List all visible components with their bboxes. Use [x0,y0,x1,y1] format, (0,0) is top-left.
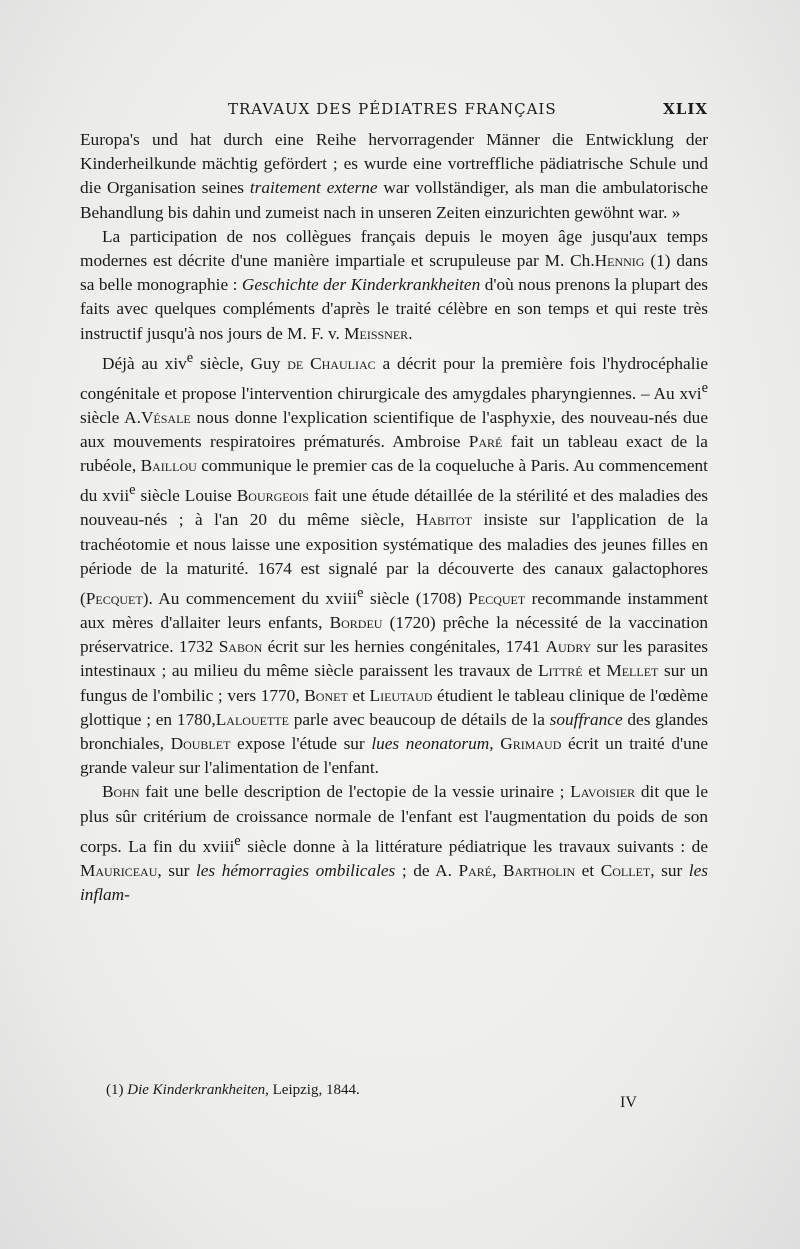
superscript: e [186,349,194,366]
text-run: . [408,323,413,343]
text-run: war vollständiger, als man die ambulatorische Behandlung bis dahin und zumeist nach in unseren Zeiten einzurichten gewöhnt war. » [80,178,708,222]
author-name: Littré [538,661,583,681]
author-name: Doublet [170,733,231,753]
text-run: des glandes bronchiales, [80,709,708,753]
author-name: Lieutaud [369,685,433,705]
author-name: Paré [468,431,503,451]
author-name: Bonet [304,685,348,705]
superscript: e [234,832,241,849]
author-name: Lalouette [215,709,289,729]
text-run: écrit sur les hernies congénitales, 1741 [262,637,546,657]
author-name: Bordeu [329,612,383,632]
author-name: Meissner [344,323,409,343]
text-run: nous donne l'explication scientifique de l'asphyxie, des nouveau-nés due aux mouvements respiratoires prématurés. Ambroise [80,407,708,451]
text-run: insiste sur l'application de la trachéotomie et nous laisse une exposition systématique des maladies des jeunes filles en période de la maturité. 1674 est signalé par la découverte des canaux galactophores ( [80,510,708,608]
text-run: Déjà au xiv [102,353,187,373]
paragraph [80,225,708,346]
italic-text: lues neonatorum, [371,733,494,753]
footnote [106,1082,506,1099]
text-run: fait une belle description de l'ectopie de la vessie urinaire ; [139,782,571,802]
paragraph [80,128,708,225]
text-run: siècle Louise [135,486,237,506]
text-run: ). Au commencement du xviii [142,588,358,608]
text-run: siècle A. [80,407,141,427]
text-run: communique le premier cas de la coqueluche à Paris. Au commencement du xvii [80,456,708,506]
text-run: ; de A. [395,860,459,880]
superscript: e [129,482,136,499]
paragraph [80,780,708,907]
text-run: Europa's und hat durch eine Reihe hervorragender Männer die Entwicklung der Kinderheilkunde mächtig gefördert ; es wurde eine vortreffliche pädiatrische Schule und die Organisation seines [80,130,708,198]
footnote-rest: , Leipzig, 1844. [265,1082,360,1098]
running-header [80,100,708,124]
author-name: Habitot [415,510,473,530]
text-run: , [492,860,503,880]
text-run: La participation de nos collègues français depuis le moyen âge jusqu'aux temps modernes est décrite d'une manière impartiale et scrupuleuse par M. Ch. [80,226,708,271]
body-text [80,128,708,907]
italic-text: les hémorragies ombilicales [195,860,396,880]
author-name: Vésale [140,407,191,427]
author-name: Bohn [102,782,140,802]
text-run: étudient le tableau clinique de l'œdème glottique ; en 1780, [80,685,708,729]
text-run: siècle, Guy [193,353,288,373]
author-name: Pecquet [468,588,526,608]
text-run: a décrit pour la première fois l'hydrocéphalie congénitale et propose l'intervention chirurgicale des amygdales pharyngiennes. – Au xvi [80,353,708,403]
author-name: Bourgeois [236,486,309,506]
author-name: Grimaud [500,733,562,753]
author-name: Mellet [606,661,659,681]
italic-text: traitement externe [249,178,378,198]
author-name: Bartholin [502,860,576,880]
page-number: XLIX [663,100,708,118]
author-name: Lavoisier [570,782,636,802]
text-run: (1) dans sa belle monographie : [80,251,709,295]
paragraph [80,346,708,781]
superscript: e [701,379,708,396]
author-name: Collet [600,860,651,880]
author-name: Paré [458,860,493,880]
text-run: fait une étude détaillée de la stérilité et des maladies des nouveau-nés ; à l'an 20 du même siècle, [80,486,708,530]
text-run: et [347,685,370,705]
signature-mark: IV [620,1094,637,1111]
text-run: parle avec beaucoup de détails de la [288,709,550,729]
text-run: et [582,661,607,681]
text-run: sur un fungus de l'ombilic ; vers 1770, [80,661,708,705]
text-run: , sur [157,860,196,880]
italic-text: les inflam- [80,860,708,904]
text-run: recommande instamment aux mères d'allaiter leurs enfants, [80,588,708,632]
text-run: (1720) prêche la nécessité de la vaccination préservatrice. 1732 [80,612,709,657]
author-name: Mauriceau [80,860,158,880]
running-title: TRAVAUX DES PÉDIATRES FRANÇAIS [228,100,557,118]
text-run: d'où nous prenons la plupart des faits avec quelques compléments d'après le traité célèbre en son temps et qui reste très instructif jusqu'à nos jours de M. F. v. [80,275,708,343]
text-run: dit que le plus sûr critérium de croissance normale de l'enfant est l'augmentation du poids de son corps. La fin du xviii [80,782,708,856]
author-name: Baillou [140,456,197,476]
text-run: , sur [650,860,689,880]
text-run: siècle donne à la littérature pédiatrique les travaux suivants : de [240,836,708,856]
author-name: Pecquet [85,588,143,608]
text-run: siècle (1708) [363,588,469,608]
author-name: Audry [545,637,592,657]
italic-text: Geschichte der Kinderkrankheiten [241,275,481,295]
text-run: expose l'étude sur [230,733,372,753]
superscript: e [357,584,364,601]
author-name: Hennig [594,251,645,271]
author-name: Sabon [218,637,263,657]
text-run: sur les parasites intestinaux ; au milieu du même siècle paraissent les travaux de [80,637,708,681]
footnote-marker: (1) [106,1082,124,1098]
text-run: écrit un traité d'une grande valeur sur l'alimentation de l'enfant. [80,733,709,778]
italic-text: souffrance [549,709,623,729]
footnote-title: Die Kinderkrankheiten [127,1082,266,1098]
text-run: fait un tableau exact de la rubéole, [80,431,708,476]
text-run: et [575,860,601,880]
author-name: de Chauliac [287,353,376,373]
